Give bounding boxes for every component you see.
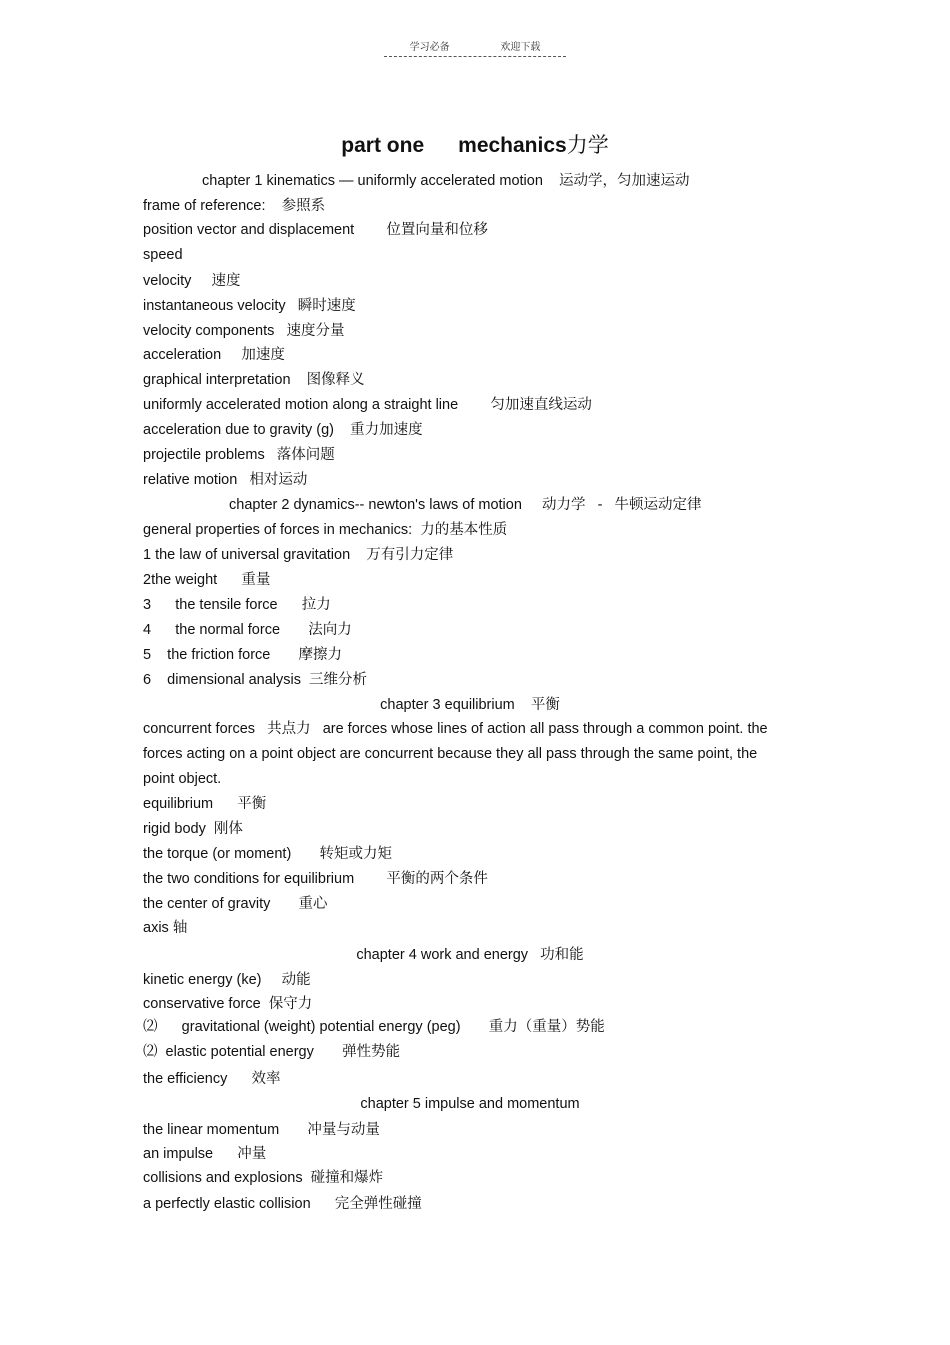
text-line: the two conditions for equilibrium 平衡的两个条件 xyxy=(143,871,488,887)
text-line: projectile problems 落体问题 xyxy=(143,447,335,463)
chapter-heading: chapter 3 equilibrium 平衡 xyxy=(380,697,560,713)
text-line: 2the weight 重量 xyxy=(143,572,271,588)
title-subject-cn: 力学 xyxy=(566,134,609,157)
header-right-text: 欢迎下载 xyxy=(500,42,541,53)
text-line: ⑵ gravitational (weight) potential energy (peg) 重力（重量）势能 xyxy=(143,1019,605,1035)
text-line: the efficiency 效率 xyxy=(143,1071,281,1087)
text-line: point object. xyxy=(143,771,222,787)
text-line: forces acting on a point object are concurrent because they all pass through the same point, the xyxy=(143,746,758,762)
text-line: instantaneous velocity 瞬时速度 xyxy=(143,298,356,314)
text-line: speed xyxy=(143,247,183,263)
text-line: frame of reference: 参照系 xyxy=(143,198,326,214)
text-line: acceleration due to gravity (g) 重力加速度 xyxy=(143,422,423,438)
chapter-heading: chapter 2 dynamics-- newton's laws of motion 动力学 - 牛顿运动定律 xyxy=(229,497,702,513)
text-line: kinetic energy (ke) 动能 xyxy=(143,972,311,988)
text-line: 6 dimensional analysis 三维分析 xyxy=(143,672,368,688)
text-line: the center of gravity 重心 xyxy=(143,896,328,912)
text-line: collisions and explosions 碰撞和爆炸 xyxy=(143,1170,384,1186)
text-line: rigid body 刚体 xyxy=(143,821,243,837)
chapter-heading: chapter 5 impulse and momentum xyxy=(360,1096,580,1112)
text-line: an impulse 冲量 xyxy=(143,1146,267,1162)
text-line: axis 轴 xyxy=(143,920,188,936)
text-line: acceleration 加速度 xyxy=(143,347,285,363)
text-line: the torque (or moment) 转矩或力矩 xyxy=(143,846,392,862)
text-line: equilibrium 平衡 xyxy=(143,796,267,812)
text-line: position vector and displacement 位置向量和位移 xyxy=(143,222,488,238)
text-line: ⑵ elastic potential energy 弹性势能 xyxy=(143,1044,401,1060)
title-part: part one xyxy=(341,134,425,157)
text-line: 3 the tensile force 拉力 xyxy=(143,597,331,613)
text-line: uniformly accelerated motion along a straight line 匀加速直线运动 xyxy=(143,397,592,413)
header-left-text: 学习必备 xyxy=(409,42,450,53)
text-line: the linear momentum 冲量与动量 xyxy=(143,1122,380,1138)
text-line: general properties of forces in mechanics: 力的基本性质 xyxy=(143,522,508,538)
text-line: velocity 速度 xyxy=(143,273,241,289)
chapter-heading: chapter 1 kinematics — uniformly accelerated motion 运动学，匀加速运动 xyxy=(202,173,690,189)
text-line: conservative force 保守力 xyxy=(143,996,313,1012)
text-line: 4 the normal force 法向力 xyxy=(143,622,352,638)
text-line: 1 the law of universal gravitation 万有引力定律 xyxy=(143,547,454,563)
text-line: relative motion 相对运动 xyxy=(143,472,308,488)
text-line: concurrent forces 共点力 are forces whose lines of action all pass through a common point. the xyxy=(143,721,768,737)
text-line: a perfectly elastic collision 完全弹性碰撞 xyxy=(143,1196,422,1212)
chapter-heading: chapter 4 work and energy 功和能 xyxy=(356,947,584,963)
text-line: graphical interpretation 图像释义 xyxy=(143,372,365,388)
text-line: 5 the friction force 摩擦力 xyxy=(143,647,343,663)
text-line: velocity components 速度分量 xyxy=(143,323,345,339)
title-subject: mechanics xyxy=(458,134,567,157)
